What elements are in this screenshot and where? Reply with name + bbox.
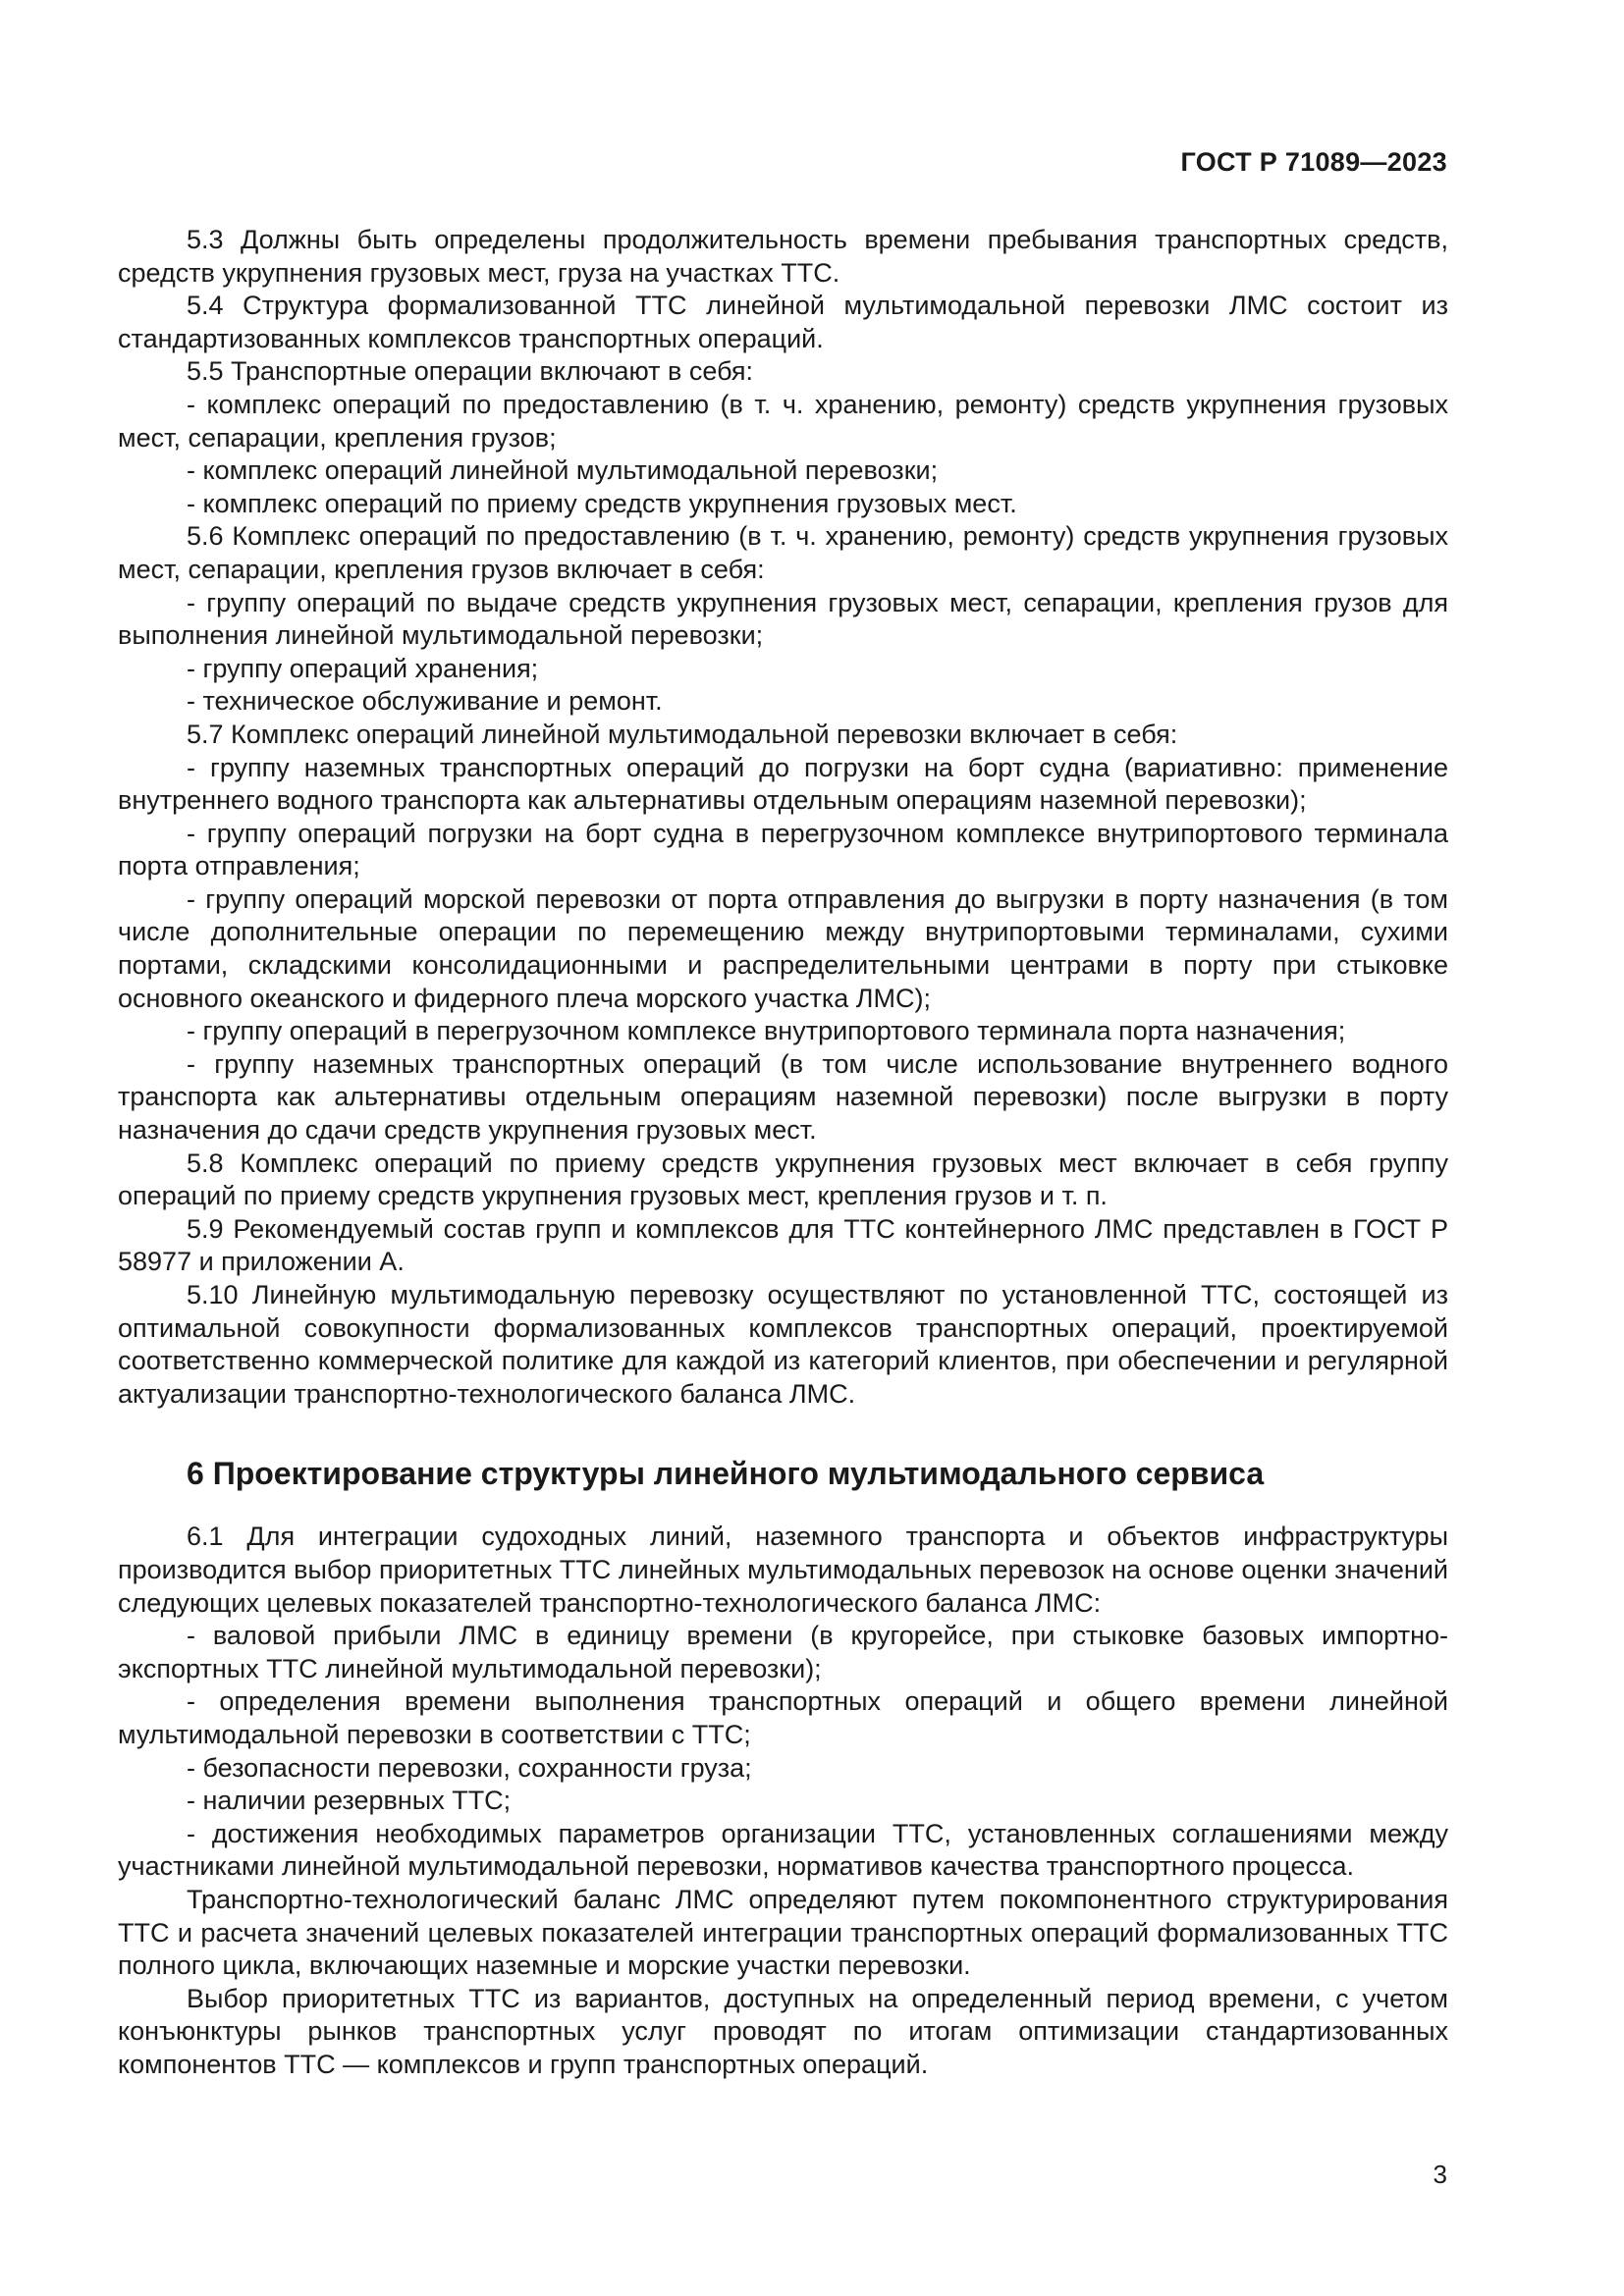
paragraph-5-3: 5.3 Должны быть определены продолжительность времени пребывания транспортных средств, средств укрупнения грузовых мест, груза на участках ТТС. [118, 225, 1448, 288]
list-item: - комплекс операций по приему средств укрупнения грузовых мест. [187, 488, 1017, 518]
paragraph-5-6: 5.6 Комплекс операций по предоставлению (в т. ч. хранению, ремонту) средств укрупнения грузовых мест, сепарации, крепления грузов включает в себя: [118, 521, 1448, 584]
paragraph-5-10: 5.10 Линейную мультимодальную перевозку осуществляют по установленной ТТС, состоящей из оптимальной совокупности формализованных комплексов транспортных операций, проектируемой соответственно коммерческой политике для каждой из категорий клиентов, при обеспечении и регулярной актуализации транспортно-технологического баланса ЛМС. [118, 1280, 1448, 1409]
paragraph-5-8: 5.8 Комплекс операций по приему средств укрупнения грузовых мест включает в себя группу операций по приему средств укрупнения грузовых мест, крепления грузов и т. п. [118, 1148, 1448, 1211]
list-item: - техническое обслуживание и ремонт. [187, 686, 663, 717]
paragraph-balance: Транспортно-технологический баланс ЛМС определяют путем покомпонентного структурирования ТТС и расчета значений целевых показателей интеграции транспортных операций формализованных ТТС полного цикла, включающих наземные и морские участки перевозки. [118, 1884, 1448, 1981]
list-item: - группу операций хранения; [187, 653, 539, 683]
paragraph-5-4: 5.4 Структура формализованной ТТС линейной мультимодальной перевозки ЛМС состоит из стандартизованных комплексов транспортных операций. [118, 291, 1448, 353]
list-item: - группу операций морской перевозки от порта отправления до выгрузки в порту назначения (в том числе дополнительные операции по перемещению между внутрипортовыми терминалами, сухими портами, складскими консолидационными и распределительными центрами в порту при стыковке основного океанского и фидерного плеча морского участка ЛМС); [118, 883, 1448, 1013]
paragraph-5-9: 5.9 Рекомендуемый состав групп и комплексов для ТТС контейнерного ЛМС представлен в ГОСТ Р 58977 и приложении А. [118, 1213, 1448, 1277]
list-item: - определения времени выполнения транспортных операций и общего времени линейной мультимодальной перевозки в соответствии с ТТС; [118, 1686, 1448, 1749]
paragraph-5-7: 5.7 Комплекс операций линейной мультимодальной перевозки включает в себя: [187, 719, 1178, 749]
list-item: - наличии резервных ТТС; [187, 1786, 512, 1816]
list-item: - комплекс операций линейной мультимодальной перевозки; [187, 455, 939, 486]
list-item: - группу операций погрузки на борт судна в перегрузочном комплексе внутрипортового терминала порта отправления; [118, 818, 1448, 881]
list-item: - безопасности перевозки, сохранности груза; [187, 1752, 752, 1783]
document-body [118, 224, 1448, 2081]
page-number: 3 [1433, 2160, 1447, 2189]
list-item: - группу операций по выдаче средств укрупнения грузовых мест, сепарации, крепления грузов для выполнения линейной мультимодальной перевозки; [118, 587, 1448, 651]
paragraph-5-5: 5.5 Транспортные операции включают в себя: [187, 356, 754, 387]
paragraph-6-1: 6.1 Для интеграции судоходных линий, наземного транспорта и объектов инфраструктуры производится выбор приоритетных ТТС линейных мультимодальных перевозок на основе оценки значений следующих целевых показателей транспортно-технологического баланса ЛМС: [118, 1522, 1448, 1618]
standard-designation: ГОСТ Р 71089—2023 [1180, 147, 1447, 177]
list-item: - валовой прибыли ЛМС в единицу времени (в кругорейсе, при стыковке базовых импортно-экспортных ТТС линейной мультимодальной перевозки); [118, 1621, 1448, 1683]
section-heading: 6 Проектирование структуры линейного мультимодального сервиса [187, 1456, 1265, 1492]
list-item: - группу наземных транспортных операций (в том числе использование внутреннего водного транспорта как альтернативы отдельным операциям наземной перевозки) после выгрузки в порту назначения до сдачи средств укрупнения грузовых мест. [118, 1048, 1448, 1146]
list-item: - комплекс операций по предоставлению (в т. ч. хранению, ремонту) средств укрупнения грузовых мест, сепарации, крепления грузов; [118, 389, 1448, 453]
paragraph-choice: Выбор приоритетных ТТС из вариантов, доступных на определенный период времени, с учетом конъюнктуры рынков транспортных услуг проводят по итогам оптимизации стандартизованных компонентов ТТС — комплексов и групп транспортных операций. [118, 1983, 1448, 2079]
list-item: - достижения необходимых параметров организации ТТС, установленных соглашениями между участниками линейной мультимодальной перевозки, нормативов качества транспортного процесса. [118, 1818, 1448, 1882]
list-item: - группу операций в перегрузочном комплексе внутрипортового терминала порта назначения; [187, 1016, 1346, 1046]
list-item: - группу наземных транспортных операций до погрузки на борт судна (вариативно: применение внутреннего водного транспорта как альтернативы отдельным операциям наземной перевозки); [118, 752, 1448, 816]
